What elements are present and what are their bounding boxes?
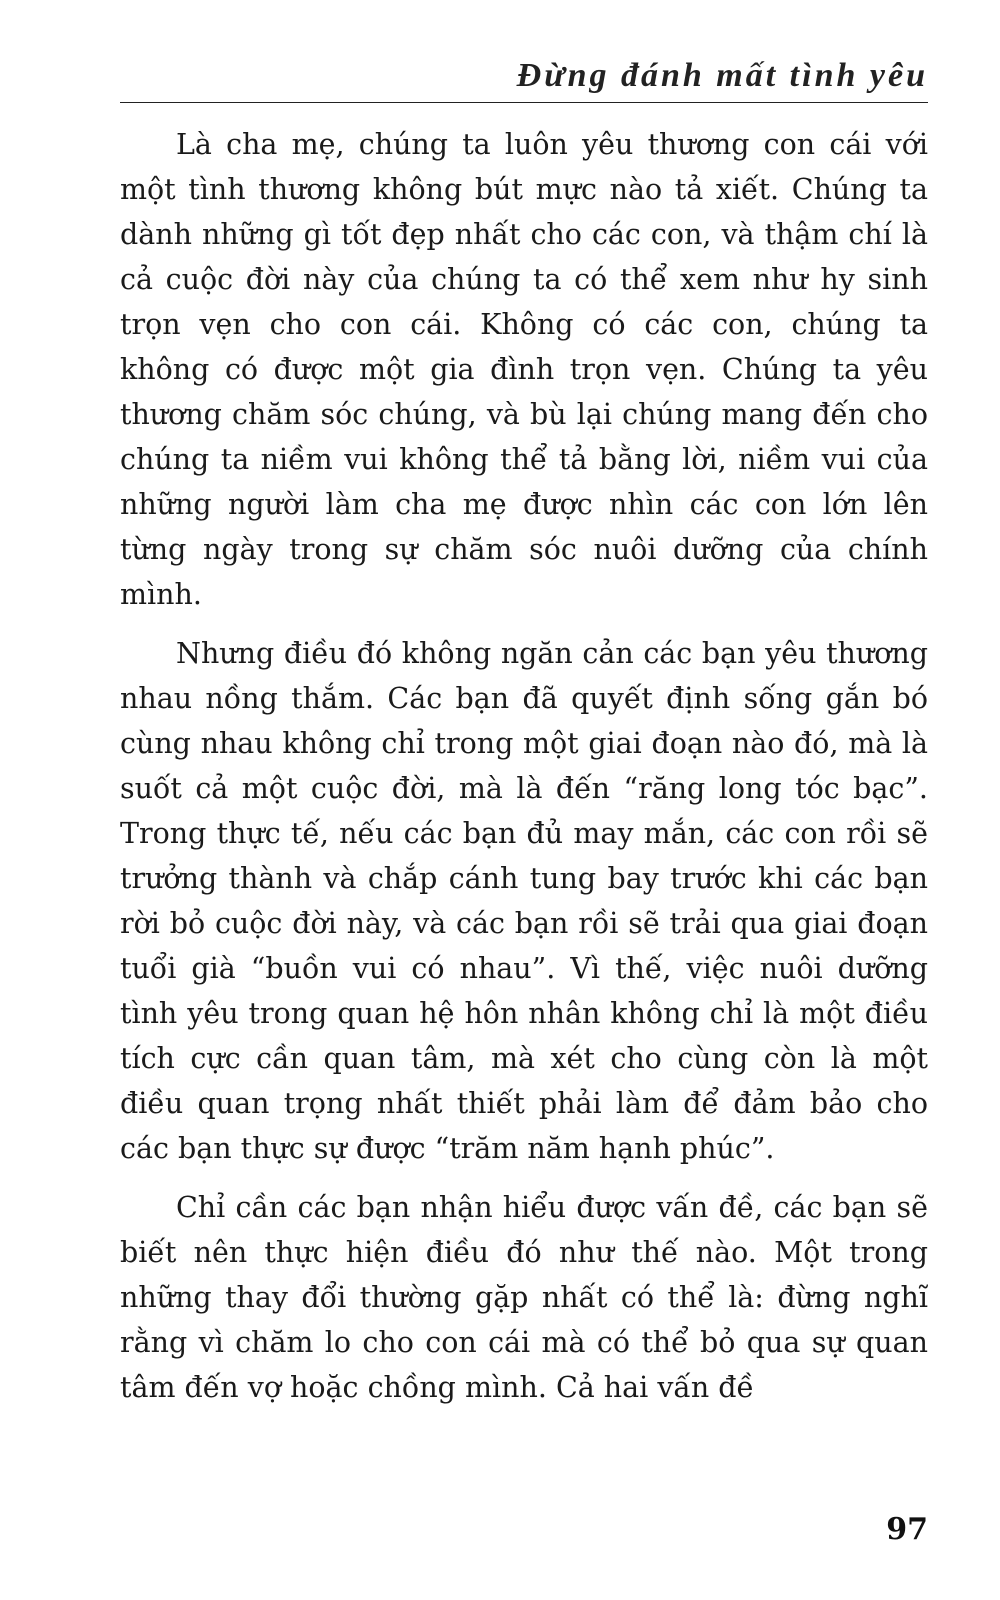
paragraph-3: Chỉ cần các bạn nhận hiểu được vấn đề, các bạn sẽ biết nên thực hiện điều đó như thế nào. Một trong những thay đổi thường gặp nhất có thể là: đừng nghĩ rằng vì chăm lo cho con cái mà có thể bỏ qua sự quan tâm đến vợ hoặc chồng mình. Cả hai vấn đề <box>120 1191 928 1404</box>
page-number: 97 <box>886 1512 928 1547</box>
body-text <box>120 122 928 1424</box>
paragraph-2: Nhưng điều đó không ngăn cản các bạn yêu thương nhau nồng thắm. Các bạn đã quyết định sống gắn bó cùng nhau không chỉ trong một giai đoạn nào đó, mà là suốt cả một cuộc đời, mà là đến “răng long tóc bạc”. Trong thực tế, nếu các bạn đủ may mắn, các con rồi sẽ trưởng thành và chắp cánh tung bay trước khi các bạn rời bỏ cuộc đời này, và các bạn rồi sẽ trải qua giai đoạn tuổi già “buồn vui có nhau”. Vì thế, việc nuôi dưỡng tình yêu trong quan hệ hôn nhân không chỉ là một điều tích cực cần quan tâm, mà xét cho cùng còn là một điều quan trọng nhất thiết phải làm để đảm bảo cho các bạn thực sự được “trăm năm hạnh phúc”. <box>120 637 928 1165</box>
running-header-title: Đừng đánh mất tình yêu <box>516 57 928 94</box>
paragraph-1: Là cha mẹ, chúng ta luôn yêu thương con cái với một tình thương không bút mực nào tả xiết. Chúng ta dành những gì tốt đẹp nhất cho các con, và thậm chí là cả cuộc đời này của chúng ta có thể xem như hy sinh trọn vẹn cho con cái. Không có các con, chúng ta không có được một gia đình trọn vẹn. Chúng ta yêu thương chăm sóc chúng, và bù lại chúng mang đến cho chúng ta niềm vui không thể tả bằng lời, niềm vui của những người làm cha mẹ được nhìn các con lớn lên từng ngày trong sự chăm sóc nuôi dưỡng của chính mình. <box>120 128 928 611</box>
running-header <box>120 50 928 103</box>
